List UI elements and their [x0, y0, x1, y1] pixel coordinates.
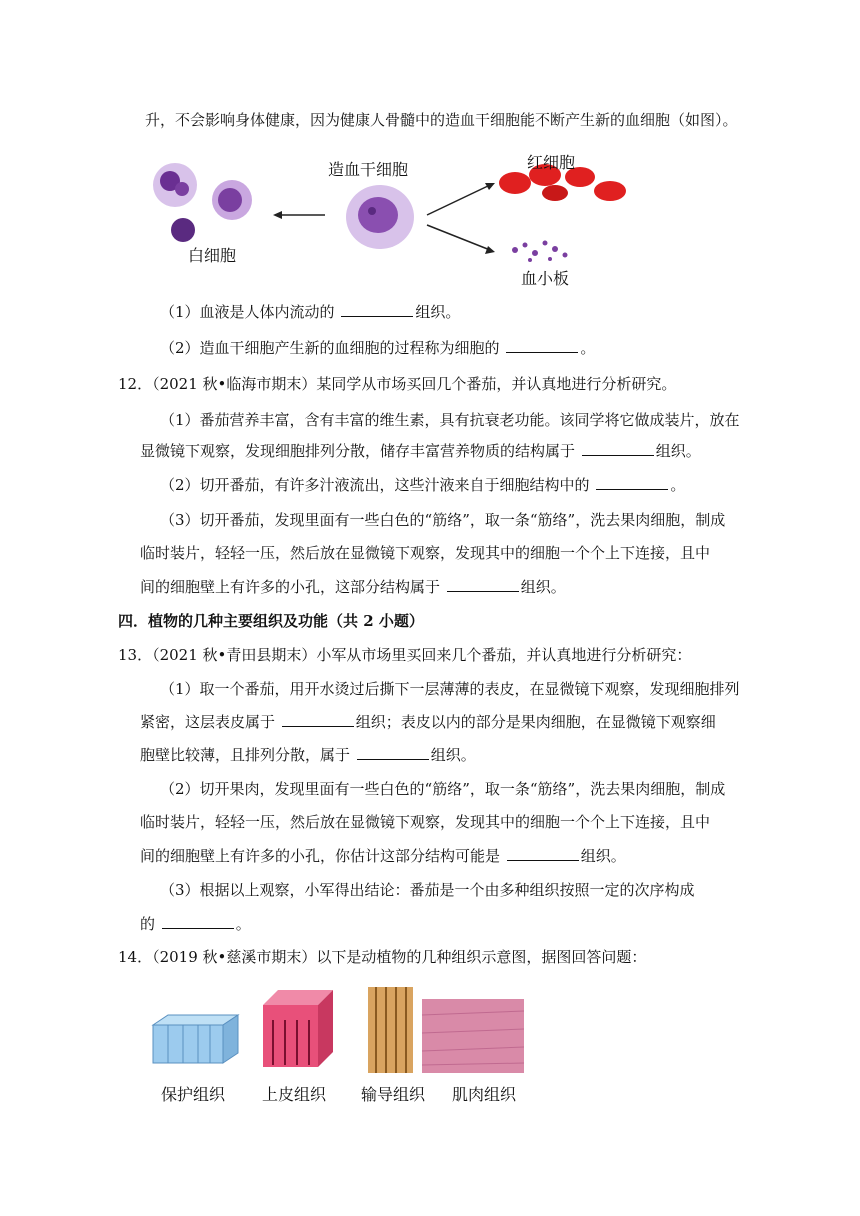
- q13-part3-line1: （3）根据以上观察，小军得出结论：番茄是一个由多种组织按照一定的次序构成: [160, 881, 695, 899]
- q12-part3-line3: 间的细胞壁上有许多的小孔，这部分结构属于 组织。: [140, 578, 566, 596]
- stem-cell: [346, 185, 414, 249]
- platelets: [512, 241, 568, 263]
- tissue-label-epithelial: 上皮组织: [262, 1085, 327, 1104]
- answer-blank[interactable]: [357, 745, 429, 760]
- tissue-label-muscle: 肌肉组织: [452, 1085, 517, 1104]
- rbc-label: 红细胞: [527, 153, 576, 172]
- answer-blank[interactable]: [506, 338, 578, 353]
- tissue-label-protective: 保护组织: [161, 1085, 226, 1104]
- q13-part1-line2: 紧密，这层表皮属于 组织；表皮以内的部分是果肉细胞，在显微镜下观察细: [140, 713, 716, 731]
- conducting-tissue-image: [368, 987, 413, 1073]
- q14-heading: 14．（2019 秋•慈溪市期末）以下是动植物的几种组织示意图，据图回答问题：: [118, 948, 647, 966]
- answer-blank[interactable]: [162, 914, 234, 929]
- intro-text: 升，不会影响身体健康，因为健康人骨髓中的造血干细胞能不断产生新的血细胞（如图）。: [145, 111, 738, 129]
- q13-part1-line3: 胞壁比较薄，且排列分散，属于 组织。: [140, 746, 476, 764]
- section-title: 四．植物的几种主要组织及功能（共 2 小题）: [118, 612, 424, 630]
- tissue-images: [148, 985, 528, 1075]
- q12-part3-line1: （3）切开番茄，发现里面有一些白色的“筋络”，取一条“筋络”，洗去果肉细胞，制成: [160, 511, 726, 529]
- answer-blank[interactable]: [341, 302, 413, 317]
- stem-cell-label: 造血干细胞: [328, 160, 409, 179]
- platelet-label: 血小板: [521, 269, 570, 288]
- answer-blank[interactable]: [582, 441, 654, 456]
- q11-part1: （1）血液是人体内流动的 组织。: [160, 303, 461, 321]
- q13-part2-line2: 临时装片，轻轻一压，然后放在显微镜下观察，发现其中的细胞一个个上下连接，且中: [140, 813, 711, 831]
- epithelial-tissue-image: [263, 990, 333, 1067]
- q13-part2-line1: （2）切开果肉，发现里面有一些白色的“筋络”，取一条“筋络”，洗去果肉细胞，制成: [160, 780, 726, 798]
- q12-part1-line1: （1）番茄营养丰富，含有丰富的维生素，具有抗衰老功能。该同学将它做成装片，放在: [160, 411, 740, 429]
- wbc-label: 白细胞: [188, 246, 237, 265]
- tissue-label-conducting: 输导组织: [361, 1085, 426, 1104]
- q13-part1-line1: （1）取一个番茄，用开水烫过后撕下一层薄薄的表皮，在显微镜下观察，发现细胞排列: [160, 680, 740, 698]
- q13-heading: 13．（2021 秋•青田县期末）小军从市场里买回来几个番茄，并认真地进行分析研究：: [118, 646, 692, 664]
- answer-blank[interactable]: [596, 475, 668, 490]
- protective-tissue-image: [153, 1015, 238, 1063]
- muscle-tissue-image: [422, 999, 524, 1073]
- q11-part2: （2）造血干细胞产生新的血细胞的过程称为细胞的 。: [160, 339, 596, 357]
- q12-part1-line2: 显微镜下观察，发现细胞排列分散，储存丰富营养物质的结构属于 组织。: [140, 442, 701, 460]
- q12-part2: （2）切开番茄，有许多汁液流出，这些汁液来自于细胞结构中的 。: [160, 476, 686, 494]
- answer-blank[interactable]: [447, 577, 519, 592]
- answer-blank[interactable]: [507, 846, 579, 861]
- white-blood-cells: [153, 163, 252, 242]
- q13-part3-line2: 的 。: [140, 915, 251, 933]
- q13-part2-line3: 间的细胞壁上有许多的小孔，你估计这部分结构可能是 组织。: [140, 847, 626, 865]
- q12-heading: 12．（2021 秋•临海市期末）某同学从市场买回几个番茄，并认真地进行分析研究。: [118, 375, 677, 393]
- answer-blank[interactable]: [282, 712, 354, 727]
- q12-part3-line2: 临时装片，轻轻一压，然后放在显微镜下观察，发现其中的细胞一个个上下连接，且中: [140, 544, 711, 562]
